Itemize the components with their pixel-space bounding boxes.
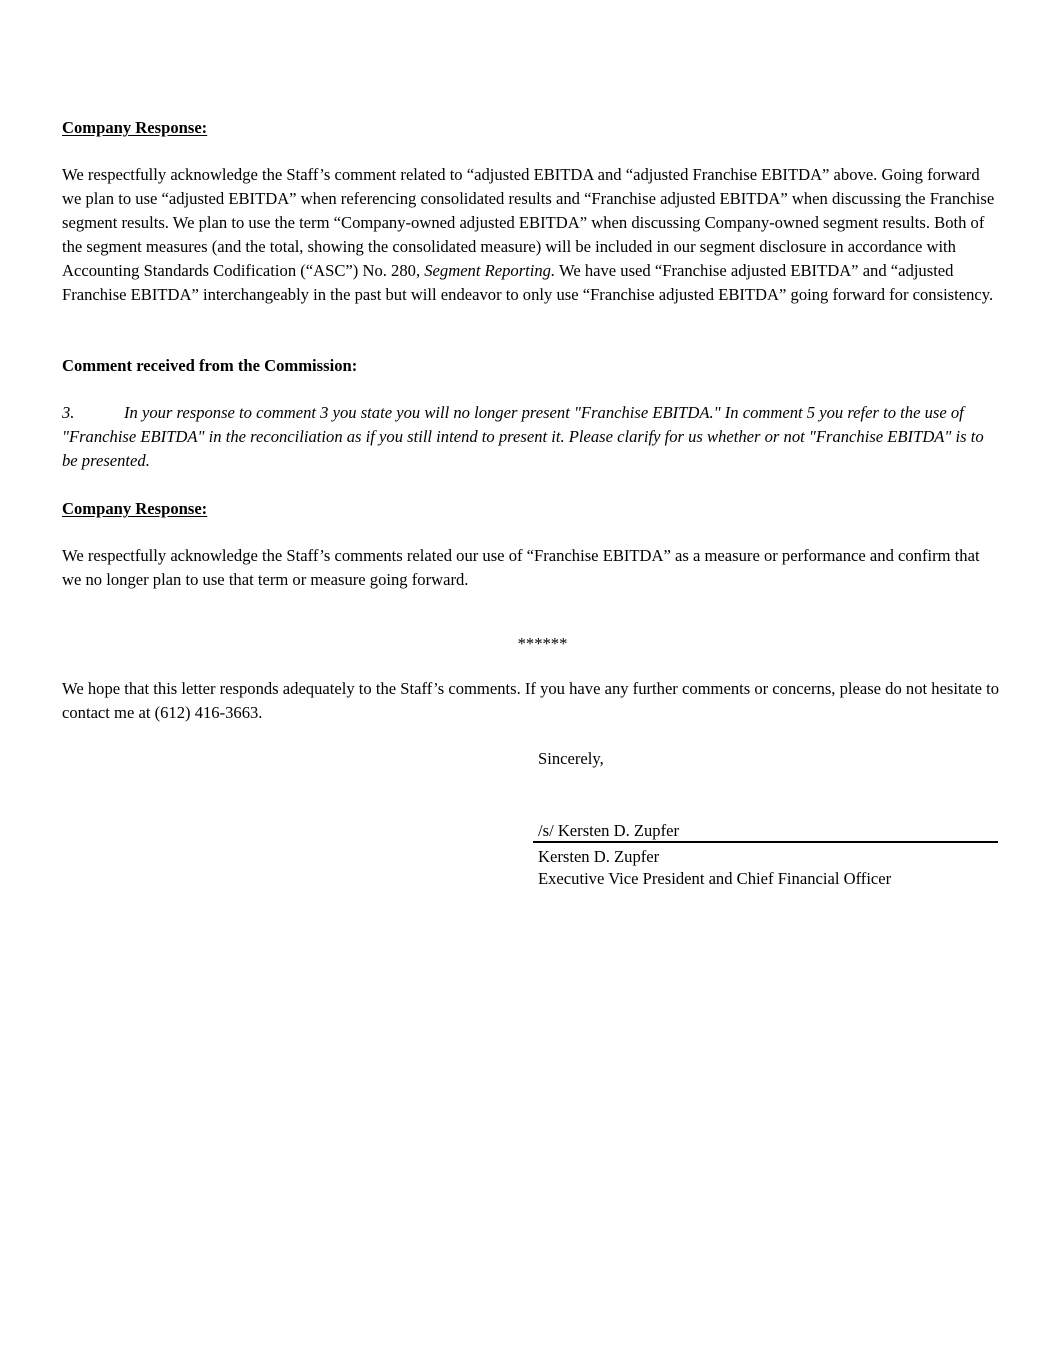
signature-line: /s/ Kersten D. Zupfer [538, 821, 680, 840]
response-text-1a: We respectfully acknowledge the Staff’s comment related to “adjusted EBITDA and “adjusted Franchise EBITDA” above. Going forward we plan to use “adjusted EBITDA” when referencing consolidated results and “Franchise adjusted EBITDA” when discussing the Franchise segment results. We plan to use the term “Company-owned adjusted EBITDA” when discussing Company-owned segment results. Both of the segment measures (and the total, showing the consolidated measure) will be included in our segment disclosure in accordance with Accounting Standards Codification (“ASC”) No. 280, [62, 165, 995, 280]
response-heading-1: Company Response: [62, 118, 208, 137]
signer-name: Kersten D. Zupfer [538, 847, 660, 866]
comment-number: 3. [62, 403, 75, 422]
salutation: Sincerely, [538, 749, 604, 768]
section-separator: ****** [517, 634, 568, 653]
signature-rule [533, 841, 998, 843]
comment-paragraph [62, 401, 1000, 473]
signer-title: Executive Vice President and Chief Financial Officer [538, 869, 892, 888]
comment-text: In your response to comment 3 you state you will no longer present "Franchise EBITDA." In comment 5 you refer to the use of "Franchise EBITDA" in the reconciliation as if you still intend to present it. Please clarify for us whether or not "Franchise EBITDA" is to be presented. [62, 403, 984, 470]
closing-paragraph: We hope that this letter responds adequately to the Staff’s comments. If you have any further comments or concerns, please do not hesitate to contact me at (612) 416-3663. [62, 679, 1000, 722]
response-paragraph-2: We respectfully acknowledge the Staff’s comments related our use of “Franchise EBITDA” as a measure or performance and confirm that we no longer plan to use that term or measure going forward. [62, 546, 980, 589]
comment-heading: Comment received from the Commission: [62, 356, 358, 375]
response-paragraph-1 [62, 163, 1000, 307]
response-text-1-italic: Segment Reporting. [424, 261, 556, 280]
response-heading-2: Company Response: [62, 499, 208, 518]
response-text-1b: We have used “Franchise adjusted EBITDA” and “adjusted Franchise EBITDA” interchangeably in the past but will endeavor to only use “Franchise adjusted EBITDA” going forward for consistency. [62, 261, 994, 304]
